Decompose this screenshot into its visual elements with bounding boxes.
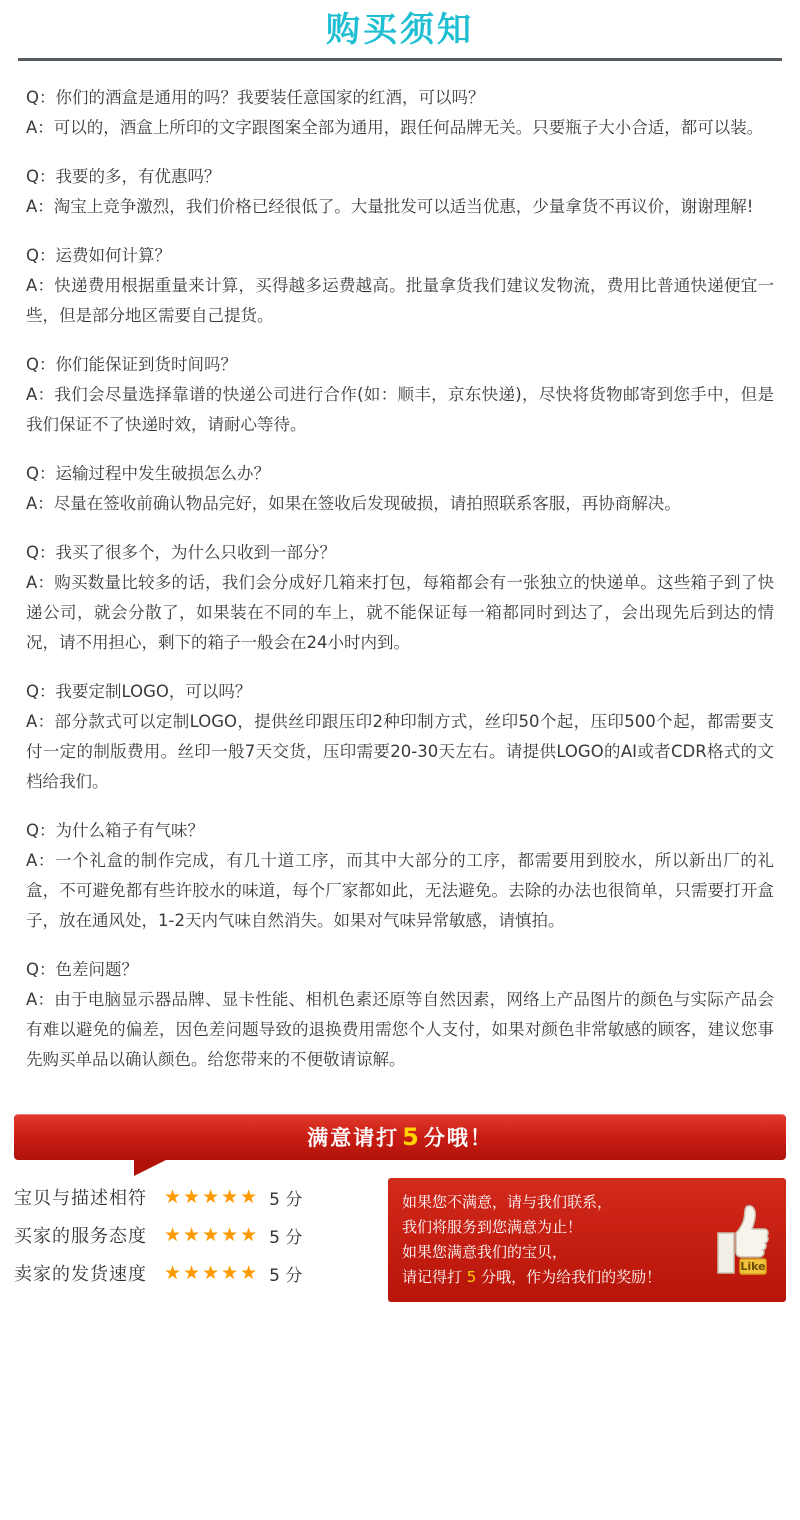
- faq-answer: A：一个礼盒的制作完成，有几十道工序，而其中大部分的工序，都需要用到胶水，所以新出厂的礼盒，不可避免都有些许胶水的味道，每个厂家都如此，无法避免。去除的办法也很简单，只需要打开盒子，放在通风处，1-2天内气味自然消失。如果对气味异常敏感，请慎拍。: [26, 851, 774, 930]
- faq-item: [26, 538, 774, 658]
- faq-answer: A：购买数量比较多的话，我们会分成好几箱来打包，每箱都会有一张独立的快递单。这些箱子到了快递公司，就会分散了，如果装在不同的车上，就不能保证每一箱都同时到达了，会出现先后到达的情况，请不用担心，剩下的箱子一般会在24小时内到。: [26, 573, 774, 652]
- faq-item: [26, 241, 774, 331]
- faq-question: Q：运费如何计算？: [26, 246, 171, 265]
- service-promise-text: [402, 1190, 710, 1290]
- bottom-section: [0, 1160, 800, 1322]
- rating-row: [14, 1216, 374, 1254]
- thumbs-up-icon: [710, 1203, 772, 1277]
- faq-answer: A：可以的，酒盒上所印的文字跟图案全部为通用，跟任何品牌无关。只要瓶子大小合适，都可以装。: [26, 118, 764, 137]
- rating-label: 宝贝与描述相符: [14, 1188, 147, 1209]
- faq-answer: A：部分款式可以定制LOGO，提供丝印跟压印2种印制方式，丝印50个起，压印500个起，都需要支付一定的制版费用。丝印一般7天交货，压印需要20-30天左右。请提供LOGO的AI或者CDR格式的文档给我们。: [26, 712, 774, 791]
- promise-line-4-post: 分哦，作为给我们的奖励！: [481, 1268, 662, 1286]
- faq-question: Q：运输过程中发生破损怎么办？: [26, 464, 270, 483]
- faq-answer: A：尽量在签收前确认物品完好，如果在签收后发现破损，请拍照联系客服，再协商解决。: [26, 494, 681, 513]
- promise-score: 5: [466, 1268, 477, 1286]
- star-rating-icon: ★★★★★: [164, 1224, 260, 1246]
- faq-question: Q：我要定制LOGO，可以吗？: [26, 682, 252, 701]
- faq-question: Q：你们能保证到货时间吗？: [26, 355, 237, 374]
- faq-question: Q：我要的多，有优惠吗？: [26, 167, 221, 186]
- page-header: [0, 0, 800, 61]
- faq-item: [26, 955, 774, 1075]
- faq-item: [26, 83, 774, 143]
- faq-answer: A：我们会尽量选择靠谱的快递公司进行合作(如：顺丰，京东快递)，尽快将货物邮寄到您手中，但是我们保证不了快递时效，请耐心等待。: [26, 385, 774, 434]
- promise-line-4-pre: 请记得打: [402, 1268, 463, 1286]
- thumb-label: Like: [740, 1260, 766, 1273]
- faq-answer: A：快递费用根据重量来计算，买得越多运费越高。批量拿货我们建议发物流，费用比普通快递便宜一些，但是部分地区需要自己提货。: [26, 276, 774, 325]
- rating-banner: [14, 1114, 786, 1160]
- rating-score: 5 分: [269, 1265, 303, 1286]
- faq-answer: A：淘宝上竞争激烈，我们价格已经很低了。大量批发可以适当优惠，少量拿货不再议价，谢谢理解!: [26, 197, 754, 216]
- faq-question: Q：你们的酒盒是通用的吗？我要装任意国家的红酒，可以吗？: [26, 88, 485, 107]
- rating-score: 5 分: [269, 1189, 303, 1210]
- promise-line-3: 如果您满意我们的宝贝，: [402, 1243, 568, 1261]
- faq-answer: A：由于电脑显示器品牌、显卡性能、相机色素还原等自然因素，网络上产品图片的颜色与实际产品会有难以避免的偏差，因色差问题导致的退换费用需您个人支付，如果对颜色非常敏感的顾客，建议您事先购买单品以确认颜色。给您带来的不便敬请谅解。: [26, 990, 774, 1069]
- star-rating-icon: ★★★★★: [164, 1186, 260, 1208]
- rating-score: 5 分: [269, 1227, 303, 1248]
- rating-row: [14, 1254, 374, 1292]
- star-rating-icon: ★★★★★: [164, 1262, 260, 1284]
- rating-list: [14, 1178, 374, 1292]
- rating-banner-score: 5: [402, 1123, 421, 1151]
- rating-label: 买家的服务态度: [14, 1226, 147, 1247]
- faq-question: Q：为什么箱子有气味？: [26, 821, 204, 840]
- faq-item: [26, 459, 774, 519]
- rating-banner-suffix: 分哦！: [423, 1126, 493, 1150]
- rating-label: 卖家的发货速度: [14, 1264, 147, 1285]
- page-title: 购买须知: [326, 10, 474, 50]
- rating-banner-prefix: 满意请打: [307, 1126, 400, 1150]
- rating-row: [14, 1178, 374, 1216]
- promise-line-1: 如果您不满意，请与我们联系，: [402, 1193, 613, 1211]
- faq-question: Q：我买了很多个，为什么只收到一部分？: [26, 543, 336, 562]
- faq-item: [26, 162, 774, 222]
- promise-line-2: 我们将服务到您满意为止！: [402, 1218, 583, 1236]
- rating-banner-text: [307, 1122, 493, 1152]
- promise-line-4: [402, 1265, 710, 1290]
- service-promise-box: [388, 1178, 786, 1302]
- faq-section: [0, 61, 800, 1100]
- rating-banner-wrapper: [14, 1114, 786, 1160]
- faq-question: Q：色差问题？: [26, 960, 138, 979]
- faq-item: [26, 677, 774, 797]
- banner-tail-shape: [134, 1159, 168, 1176]
- faq-item: [26, 816, 774, 936]
- faq-item: [26, 350, 774, 440]
